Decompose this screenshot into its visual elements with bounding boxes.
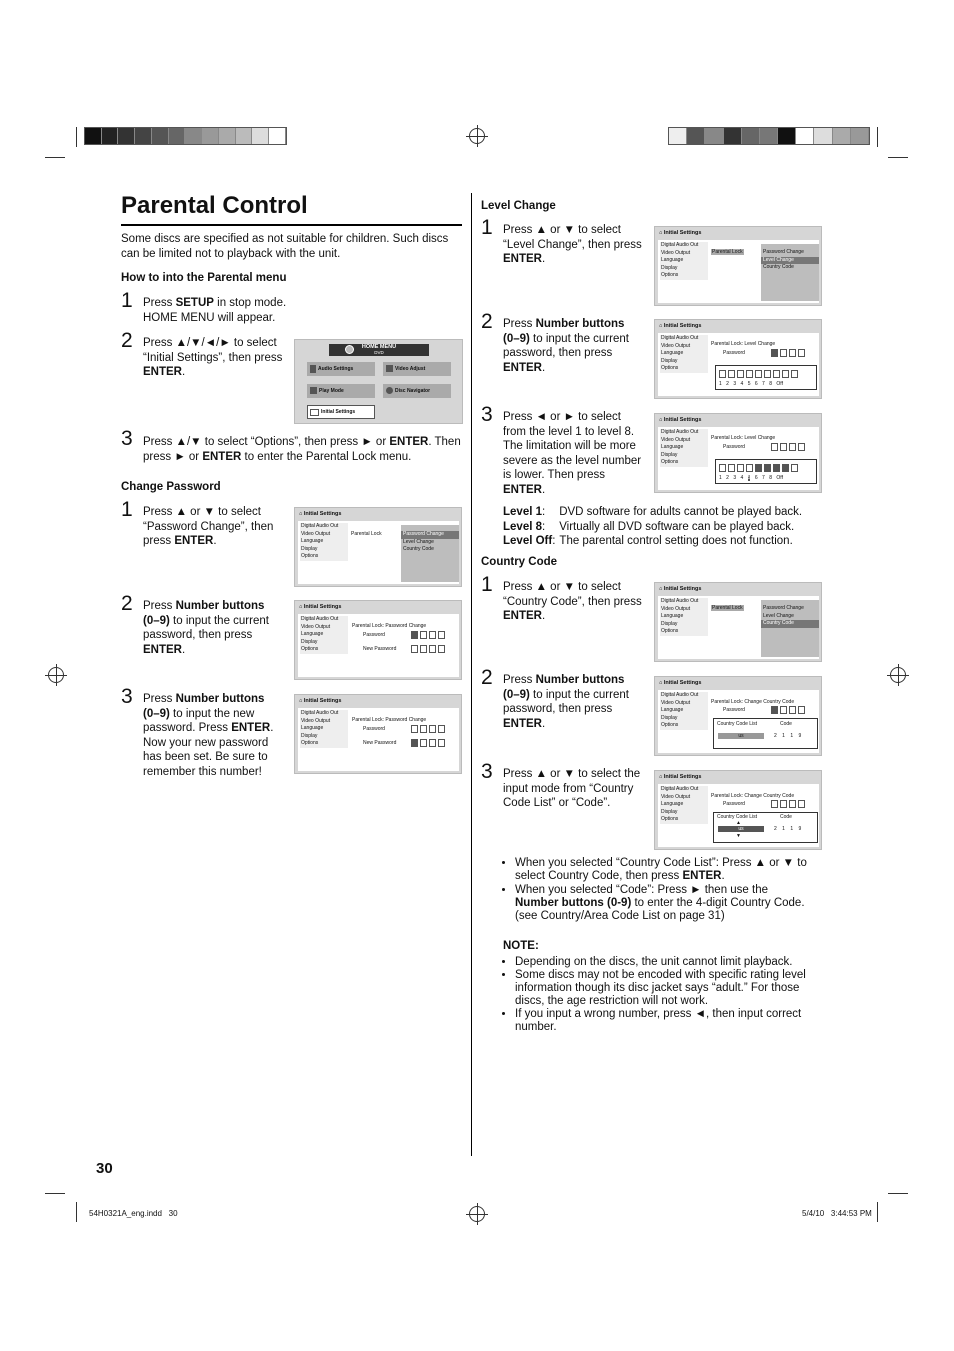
- level-step-1: Press ▲ or ▼ to select “Level Change”, then press ENTER.: [503, 224, 642, 265]
- wrench-icon: ⌂: [659, 680, 663, 686]
- how-step-3: Press ▲/▼ to select “Options”, then press ► or ENTER. Then press ► or ENTER to enter the Parental Lock menu.: [143, 436, 461, 463]
- level-selector: [715, 365, 817, 390]
- speaker-icon: [310, 365, 316, 373]
- wrench-icon: ⌂: [659, 417, 663, 423]
- country-code-box: Country Code List Code us 2 1 1 9: [713, 718, 818, 749]
- page-title: Parental Control: [121, 192, 308, 219]
- step-number: 3: [481, 403, 493, 426]
- color-swatch: [85, 128, 102, 144]
- notes: [502, 956, 812, 1034]
- color-swatch: [252, 128, 269, 144]
- color-swatch: [185, 128, 202, 144]
- how-step-1: Press SETUP in stop mode. HOME MENU will appear.: [143, 297, 287, 324]
- footer-date: 5/4/10 3:44:53 PM: [802, 1209, 872, 1218]
- step-number: 2: [481, 666, 493, 689]
- screen-level-change-password: ⌂ Initial Settings Digital Audio Out Video Output Language Display Options Parental Lock: Level Change Password 1 2 3 4 5 6 7 8 Off: [654, 319, 822, 399]
- registration-mark-icon: [469, 1206, 485, 1222]
- color-swatch: [760, 128, 778, 144]
- country-step-2: Press Number buttons (0–9) to input the current password, then press ENTER.: [503, 674, 629, 730]
- list-item: • When you selected “Code”: Press ► then use the Number buttons (0-9) to enter the 4-digit Country Code. (see Country/Area Code List on page 31): [515, 884, 812, 923]
- color-swatch: [796, 128, 814, 144]
- country-bullets: [502, 857, 812, 923]
- color-swatch: [724, 128, 742, 144]
- home-item-initial: Initial Settings: [307, 405, 375, 419]
- how-step-2: Press ▲/▼/◄/► to select “Initial Settings”, then press ENTER.: [143, 337, 283, 378]
- step-number: 1: [121, 289, 133, 312]
- how-title: How to into the Parental menu: [121, 272, 287, 284]
- wrench-icon: ⌂: [299, 604, 303, 610]
- color-swatch: [102, 128, 119, 144]
- screen-password-change-new: ⌂ Initial Settings Digital Audio Out Video Output Language Display Options Parental Lock: Password Change Password New Password: [294, 694, 462, 774]
- country-title: Country Code: [481, 556, 558, 568]
- level-labels: 1 2 3 4 5 6 7 8 Off: [719, 381, 783, 387]
- level-step-2: Press Number buttons (0–9) to input the current password, then press ENTER.: [503, 318, 629, 374]
- color-swatch: [851, 128, 869, 144]
- change-step-2: Press Number buttons (0–9) to input the current password, then press ENTER.: [143, 600, 269, 656]
- registration-mark-icon: [469, 128, 485, 144]
- home-item-audio: Audio Settings: [307, 362, 375, 376]
- column-divider: [471, 193, 472, 1156]
- color-bar-left: [84, 127, 287, 145]
- color-swatch: [833, 128, 851, 144]
- list-item: • Depending on the discs, the unit cannot limit playback.: [515, 956, 812, 969]
- title-rule: [121, 224, 462, 226]
- step-number: 3: [121, 427, 133, 450]
- home-item-disc: Disc Navigator: [383, 384, 451, 398]
- level-selector: [715, 459, 817, 484]
- country-step-3: Press ▲ or ▼ to select the input mode from “Country Code List” or “Code”.: [503, 768, 641, 809]
- registration-mark-icon: [890, 667, 906, 683]
- wrench-icon: ⌂: [299, 698, 303, 704]
- crop-mark: [888, 1193, 908, 1194]
- disc-icon: [345, 345, 354, 354]
- color-swatch: [202, 128, 219, 144]
- crop-mark: [76, 127, 77, 147]
- screen-password-change-select: ⌂ Initial Settings Digital Audio Out Video Output Language Display Options Parental Lock Password Change Level Change Country Code: [294, 507, 462, 587]
- color-swatch: [219, 128, 236, 144]
- home-menu-title: HOME MENU: [361, 344, 397, 350]
- change-step-3: Press Number buttons (0–9) to input the new password. Press ENTER. Now your new password has been set. Be sure to remember this number!: [143, 693, 274, 778]
- arrow-up-icon: ▲: [736, 820, 741, 826]
- video-icon: [386, 365, 393, 372]
- screen-country-code-mode: ⌂ Initial Settings Digital Audio Out Video Output Language Display Options Parental Lock: Change Country Code Password Country Code List Code ▲ us ▼ 2 1 1 9: [654, 770, 822, 850]
- level-step-3: Press ◄ or ► to select from the level 1 to level 8. The limitation will be more severe as the level number is lower. Then press ENTER.: [503, 411, 642, 496]
- crop-mark: [877, 1202, 878, 1222]
- home-item-video: Video Adjust: [383, 362, 451, 376]
- color-swatch: [705, 128, 723, 144]
- color-swatch: [269, 128, 286, 144]
- screen-level-change-level: ⌂ Initial Settings Digital Audio Out Video Output Language Display Options Parental Lock: Level Change Password 1 2 3 4 5 6 7 8 Off: [654, 413, 822, 493]
- step-number: 3: [121, 685, 133, 708]
- change-title: Change Password: [121, 481, 221, 493]
- step-number: 1: [481, 573, 493, 596]
- wrench-icon: ⌂: [659, 774, 663, 780]
- wrench-icon: ⌂: [659, 230, 663, 236]
- color-swatch: [742, 128, 760, 144]
- code-digits: 2 1 1 9: [774, 733, 802, 739]
- list-item: • When you selected “Country Code List”: Press ▲ or ▼ to select Country Code, then press ENTER.: [515, 857, 812, 883]
- color-swatch: [687, 128, 705, 144]
- home-menu-screen: [294, 339, 463, 424]
- page-number: 30: [96, 1160, 113, 1177]
- home-menu-sub: DVD: [374, 350, 384, 355]
- screen-level-change-select: ⌂ Initial Settings Digital Audio Out Video Output Language Display Options Parental Lock Password Change Level Change Country Code: [654, 226, 822, 306]
- disc-nav-icon: [386, 387, 393, 394]
- crop-mark: [45, 157, 65, 158]
- arrow-down-icon: ▼: [736, 833, 741, 839]
- crop-mark: [877, 127, 878, 147]
- wrench-icon: [310, 409, 319, 416]
- crop-mark: [76, 1202, 77, 1222]
- note-title: NOTE:: [503, 940, 539, 952]
- list-item: • If you input a wrong number, press ◄, then input correct number.: [515, 1008, 812, 1034]
- color-swatch: [814, 128, 832, 144]
- country-step-1: Press ▲ or ▼ to select “Country Code”, then press ENTER.: [503, 581, 642, 622]
- color-swatch: [135, 128, 152, 144]
- step-number: 3: [481, 760, 493, 783]
- color-swatch: [118, 128, 135, 144]
- step-number: 2: [121, 592, 133, 615]
- level-title: Level Change: [481, 200, 556, 212]
- home-item-play: Play Mode: [307, 384, 375, 398]
- wrench-icon: ⌂: [299, 511, 303, 517]
- color-swatch: [778, 128, 796, 144]
- step-number: 2: [121, 329, 133, 352]
- country-code-box: Country Code List Code ▲ us ▼ 2 1 1 9: [713, 812, 818, 843]
- registration-mark-icon: [48, 667, 64, 683]
- level-definitions: Level 1: DVD software for adults cannot be played back. Level 8: Virtually all DVD software can be played back. Level Off: The parental control setting does not function.: [503, 506, 803, 547]
- screen-password-change-current: ⌂ Initial Settings Digital Audio Out Video Output Language Display Options Parental Lock: Password Change Password New Password: [294, 600, 462, 680]
- wrench-icon: ⌂: [659, 586, 663, 592]
- crop-mark: [45, 1193, 65, 1194]
- color-swatch: [669, 128, 687, 144]
- crop-mark: [888, 157, 908, 158]
- change-step-1: Press ▲ or ▼ to select “Password Change”, then press ENTER.: [143, 506, 274, 547]
- screen-country-code-password: ⌂ Initial Settings Digital Audio Out Video Output Language Display Options Parental Lock: Change Country Code Password Country Code List Code us 2 1 1 9: [654, 676, 822, 756]
- list-item: • Some discs may not be encoded with specific rating level information though its disc jacket says “adult.” For those discs, the age restriction will not work.: [515, 969, 812, 1008]
- step-number: 1: [121, 498, 133, 521]
- code-digits: 2 1 1 9: [774, 826, 802, 832]
- screen-country-code-select: ⌂ Initial Settings Digital Audio Out Video Output Language Display Options Parental Lock Password Change Level Change Country Code: [654, 582, 822, 662]
- level-labels: 1 2 3 4 5 6 7 8 Off: [719, 475, 783, 481]
- color-bar-right: [668, 127, 870, 145]
- color-swatch: [236, 128, 253, 144]
- color-swatch: [152, 128, 169, 144]
- step-number: 1: [481, 216, 493, 239]
- intro-text: Some discs are specified as not suitable for children. Such discs can be limited not to playback with the unit.: [121, 233, 449, 260]
- step-number: 2: [481, 310, 493, 333]
- footer-file: 54H0321A_eng.indd 30: [89, 1209, 178, 1218]
- color-swatch: [169, 128, 186, 144]
- wrench-icon: ⌂: [659, 323, 663, 329]
- play-icon: [310, 387, 317, 394]
